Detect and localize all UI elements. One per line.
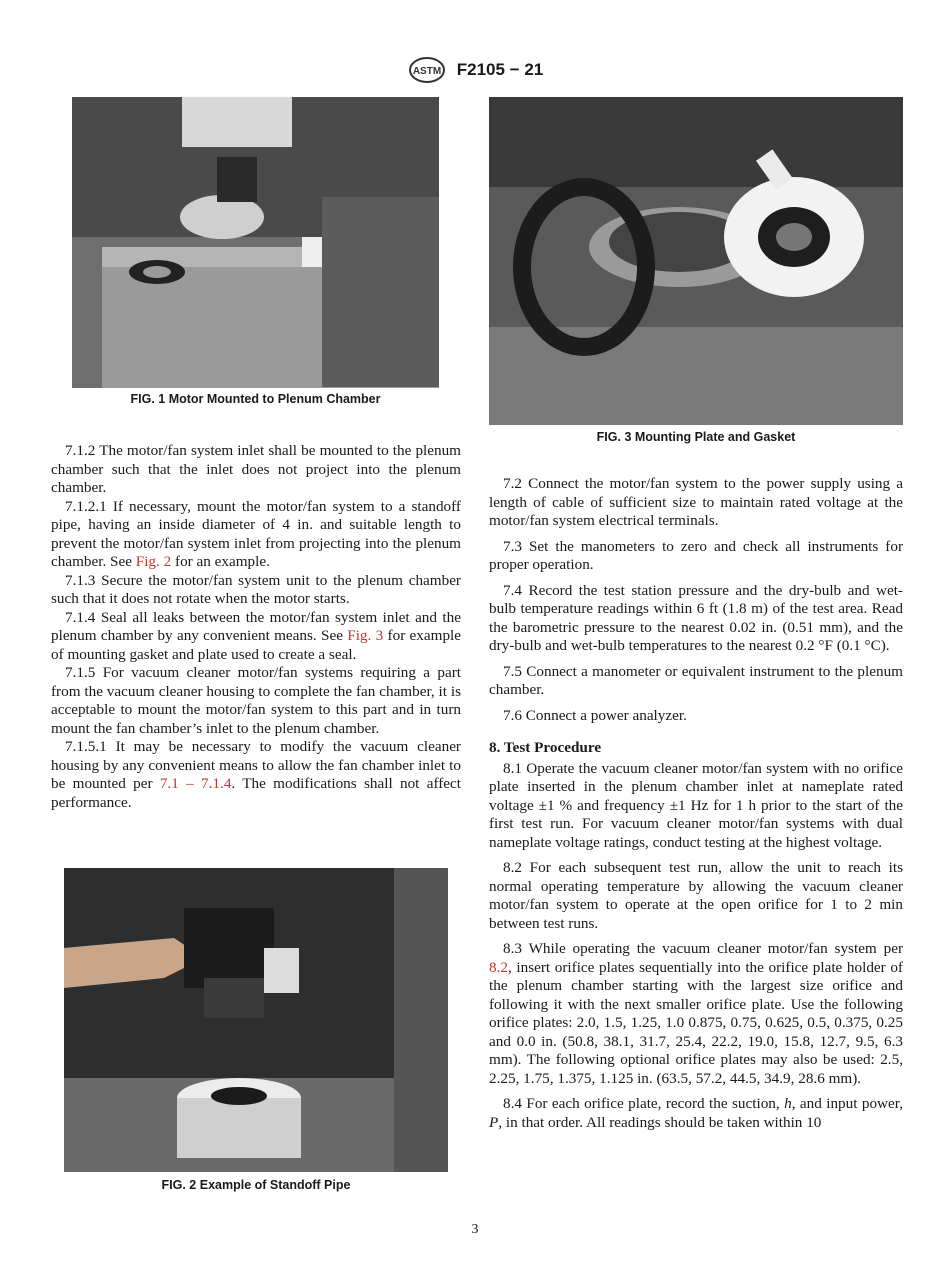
figure-3-caption: FIG. 3 Mounting Plate and Gasket [596,430,796,444]
right-column [489,475,903,1132]
mounting-plate-gasket-image [489,97,903,425]
astm-logo-text: ASTM [412,66,441,77]
standoff-pipe-image [64,868,448,1172]
section-8-heading: 8. Test Procedure [489,739,602,756]
motor-plenum-image [72,97,439,388]
para-7-1-5: 7.1.5 For vacuum cleaner motor/fan systems requiring a part from the vacuum cleaner housing to complete the fan chamber, it is acceptable to mount the motor/fan system to this part and in turn mount the fan chamber’s inlet to the plenum chamber. [51,664,461,737]
para-7-1-3: 7.1.3 Secure the motor/fan system unit to the plenum chamber such that it does not rotate when the motor starts. [51,571,461,607]
document-designation: F2105 − 21 [456,60,544,79]
para-7-1-2: 7.1.2 The motor/fan system inlet shall be mounted to the plenum chamber such that the inlet does not project into the plenum chamber. [51,442,461,496]
para-7-6: 7.6 Connect a power analyzer. [503,706,687,724]
astm-logo-icon [407,56,447,84]
section-7-1-link[interactable]: 7.1 – 7.1.4 [159,775,232,792]
para-7-1-4: 7.1.4 Seal all leaks between the motor/fan system inlet and the plenum chamber by any convenient means. See Fig. 3 for example of mounting gasket and plate used to create a seal. [51,608,462,663]
para-8-2: 8.2 For each subsequent test run, allow the unit to reach its normal operating temperature by allowing the vacuum cleaner motor/fan system to operate at the open orifice for 1 to 2 min between test runs. [489,859,903,932]
para-8-1: 8.1 Operate the vacuum cleaner motor/fan system with no orifice plate inserted in the plenum chamber inlet at nameplate rated voltage ±1 % and frequency ±1 Hz for 1 h prior to the start of the first test run. For vacuum cleaner motor/fan systems with dual nameplate voltage ratings, conduct testing at the highest voltage. [489,759,903,851]
para-7-4: 7.4 Record the test station pressure and the dry-bulb and wet-bulb temperature readings within 6 ft (1.8 m) of the test area. Read the barometric pressure to the nearest 0.02 in. (0.51 mm), and the dry-bulb and wet-bulb temperatures to the nearest 0.2 °F (0.1 °C). [489,581,903,654]
fig-2-link[interactable]: Fig. 2 [135,553,172,570]
figure-1-caption: FIG. 1 Motor Mounted to Plenum Chamber [130,392,381,406]
page-header [0,56,950,84]
para-7-3: 7.3 Set the manometers to zero and check all instruments for proper operation. [489,537,903,573]
para-8-4: 8.4 For each orifice plate, record the suction, h, and input power, P, in that order. All readings should be taken within 10 [489,1095,903,1131]
left-column [51,442,461,812]
figure-2-photo [64,868,448,1172]
page-number: 3 [471,1222,479,1237]
para-8-3: 8.3 While operating the vacuum cleaner motor/fan system per 8.2, insert orifice plates sequentially into the orifice plate holder of the plenum chamber starting with the largest size orifice and following it with the next smaller orifice plate. Use the following orifice plates: 2.0, 1.5, 1.25, 1.0 0.875, 0.75, 0.625, 0.5, 0.375, 0.25 and 0.0 in. (50.8, 38.1, 31.7, 25.4, 22.2, 19.0, 15.8, 12.7, 9.5, 6.3 mm). The following optional orifice plates may also be used: 2.5, 2.25, 1.75, 1.375, 1.125 in. (63.5, 57.2, 44.5, 34.9, 28.6 mm). [489,940,903,1087]
figure-1-photo [72,97,439,388]
para-7-1-5-1: 7.1.5.1 It may be necessary to modify the vacuum cleaner housing by any convenient means to allow the fan chamber inlet to be mounted per 7.1 – 7.1.4. The modifications shall not affect performance. [51,738,461,811]
para-7-2: 7.2 Connect the motor/fan system to the power supply using a length of cable of sufficient size to maintain rated voltage at the motor/fan system electrical terminals. [489,475,903,529]
figure-3-photo [489,97,903,425]
para-7-5: 7.5 Connect a manometer or equivalent instrument to the plenum chamber. [489,662,903,698]
figure-2-caption: FIG. 2 Example of Standoff Pipe [161,1178,351,1192]
section-8-2-link[interactable]: 8.2 [489,958,508,976]
fig-3-link[interactable]: Fig. 3 [347,627,384,644]
para-7-1-2-1: 7.1.2.1 If necessary, mount the motor/fan system to a standoff pipe, having an inside diameter of 4 in. and suitable length to prevent the motor/fan system inlet from projecting into the plenum chamber. See Fig. 2 for an example. [51,497,461,570]
